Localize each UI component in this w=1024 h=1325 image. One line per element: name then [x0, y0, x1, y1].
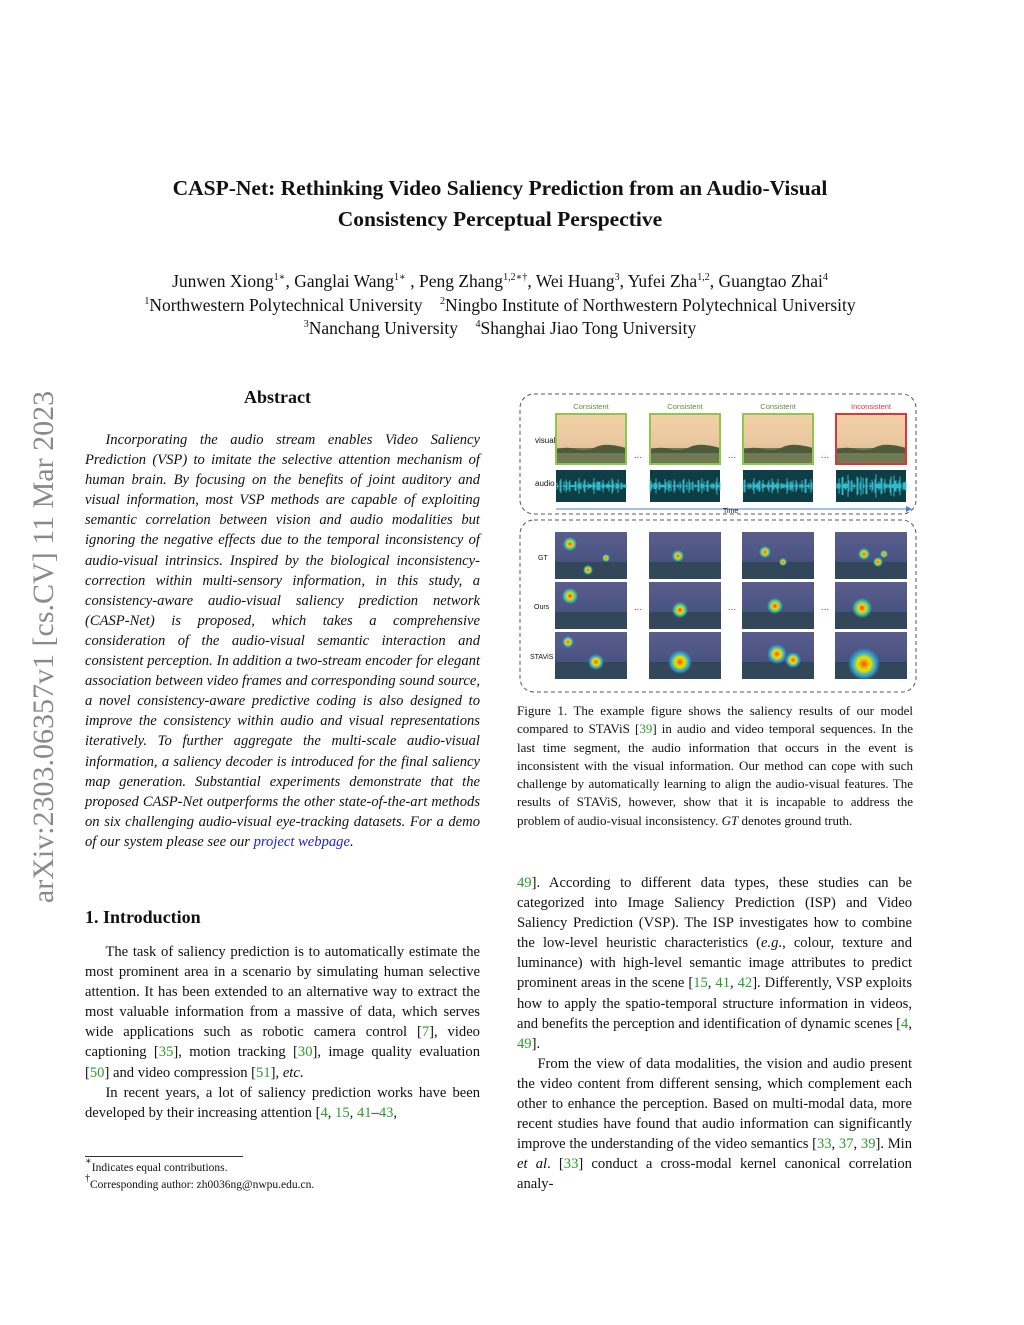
- affiliation: Ningbo Institute of Northwestern Polytechnical University: [444, 294, 856, 315]
- affiliation: Nanchang University: [308, 318, 458, 338]
- segment-label: Consistent: [667, 402, 703, 411]
- ellipsis-label: ...: [820, 602, 830, 613]
- citation-link[interactable]: 37: [838, 1136, 854, 1153]
- affiliations-line-1: $^1$Northwestern Polytechnical University $^2$Ningbo Institute of Northwestern Polytechnical University: [144, 294, 856, 315]
- affiliation: Northwestern Polytechnical University: [149, 294, 423, 315]
- project-webpage-link[interactable]: project webpage: [253, 833, 350, 850]
- footnote-rule: [85, 1156, 243, 1157]
- ours-map: [649, 582, 721, 629]
- stavis-map: [742, 632, 814, 679]
- row-label-gt: GT: [538, 555, 548, 562]
- introduction-body: [85, 942, 480, 1123]
- author: Junwen Xiong: [172, 271, 274, 291]
- citation-link[interactable]: 15: [693, 975, 708, 992]
- citation-link[interactable]: 49: [517, 875, 532, 891]
- author-names: Junwen Xiong$^{1∗}$, Ganglai Wang$^{1∗}$ , Peng Zhang$^{1,2∗\dagger}$, Wei Huang$^3$, Yufei Zha$^{1,2}$, Guangtao Zhai$^4$: [172, 271, 828, 291]
- ours-map: [742, 582, 814, 629]
- row-label-audio: audio: [535, 479, 555, 488]
- author: Yufei Zha: [627, 271, 698, 291]
- stavis-map: [555, 632, 627, 679]
- segment-label: Consistent: [573, 402, 609, 411]
- figure-1-caption: Figure 1. The example figure shows the saliency results of our model compared to STAViS [39] in audio and video temporal sequences. In the last time segment, the audio information that occurs in the event is inconsistent with the visual information. Our method can cope with such challenge by automatically learning to align the audio-visual features. The results of STAViS, however, show that it is incapable to address the problem of audio-visual inconsistency. GT denotes ground truth.: [517, 703, 914, 828]
- citation-link[interactable]: 42: [737, 975, 753, 992]
- introduction-heading: 1. Introduction: [85, 907, 201, 927]
- stavis-map: [835, 632, 907, 680]
- ellipsis-label: ...: [727, 602, 737, 613]
- arxiv-sidebar-id: arXiv:2303.06357v1 [cs.CV] 11 Mar 2023: [27, 390, 60, 904]
- ellipsis-label: ...: [633, 450, 643, 461]
- paper-title: [100, 173, 900, 235]
- citation-link[interactable]: 4: [320, 1104, 328, 1121]
- citation-link[interactable]: 30: [297, 1044, 313, 1061]
- figure-1: [518, 392, 918, 694]
- footnote-1: ∗Indicates equal contributions.: [85, 1156, 228, 1174]
- citation-link[interactable]: 39: [860, 1136, 876, 1153]
- gt-map: [742, 532, 814, 579]
- author-block: [60, 270, 940, 341]
- gt-map: [555, 532, 627, 579]
- abstract-heading: Abstract: [244, 387, 311, 407]
- citation-link[interactable]: 33: [563, 1156, 579, 1173]
- segment-label: Inconsistent: [850, 402, 892, 411]
- visual-frame: [650, 414, 720, 464]
- ellipsis-label: ...: [633, 602, 643, 613]
- right-paragraph-2: From the view of data modalities, the vision and audio present the video content from different sensing, which complement each other to enhance the perception. Based on multi-modal data, more recent studies have found that audio information can significantly improve the understanding of the video semantics [33, 37, 39]. Min et al. [33] conduct a cross-modal kernel canonical correlation analy-: [517, 1055, 913, 1193]
- citation-link[interactable]: 49: [517, 1035, 532, 1052]
- time-label: Time: [723, 508, 739, 515]
- author: Wei Huang: [535, 271, 615, 291]
- visual-frame: [836, 414, 906, 464]
- footnote-2: †Corresponding author: zh0036ng@nwpu.edu.cn.: [85, 1173, 315, 1191]
- time-axis-arrow: [906, 506, 912, 512]
- right-column-body: [517, 873, 912, 1195]
- segment-label: Consistent: [760, 402, 796, 411]
- audio-waveform: [836, 470, 906, 502]
- row-label-visual: visual: [535, 436, 556, 445]
- ellipsis-label: ...: [727, 450, 737, 461]
- audio-waveform: [743, 470, 813, 502]
- gt-map: [835, 532, 907, 579]
- citation-link[interactable]: 15: [335, 1104, 350, 1121]
- author: Guangtao Zhai: [718, 271, 823, 291]
- citation-link[interactable]: 7: [421, 1024, 430, 1041]
- citation-link[interactable]: 43: [378, 1104, 394, 1121]
- citation-link[interactable]: 35: [158, 1044, 174, 1061]
- right-paragraph-1: 49]. According to different data types, these studies can be categorized into Image Saliency Prediction (ISP) and Video Saliency Prediction (VSP). The ISP investigates how to combine the low-level heuristic characteristics (e.g., colour, texture and luminance) with high-level semantic image attributes to predict prominent areas in the scene [15, 41, 42]. Differently, VSP exploits how to apply the spatio-temporal structure information in videos, and benefits the perception and identification of dynamic scenes [4, 49].: [517, 875, 913, 1052]
- ours-map: [835, 582, 907, 629]
- author: Peng Zhang: [418, 271, 504, 291]
- gt-map: [649, 532, 721, 579]
- audio-waveform: [650, 470, 720, 502]
- figure-1-graphic: [518, 392, 918, 694]
- ours-map: [555, 582, 627, 629]
- citation-link[interactable]: 41: [715, 975, 730, 992]
- affiliations-line-2: $^3$Nanchang University $^4$Shanghai Jiao Tong University: [303, 318, 697, 338]
- citation-link[interactable]: 33: [816, 1136, 832, 1153]
- ellipsis-label: ...: [820, 450, 830, 461]
- citation-link[interactable]: 50: [89, 1064, 105, 1081]
- row-label-stavis: STAViS: [530, 654, 554, 661]
- citation-link[interactable]: 4: [901, 1015, 909, 1032]
- abstract-body: Incorporating the audio stream enables Video Saliency Prediction (VSP) to imitate the selective attention mechanism of human brain. By focusing on the benefits of joint auditory and visual information, most VSP methods are capable of exploiting semantic correlation between vision and audio modalities but ignoring the negative effects due to the temporal inconsistency of audio-visual intrinsics. Inspired by the biological inconsistency-correction within multi-sensory information, in this study, a consistency-aware audio-visual saliency prediction network (CASP-Net) is proposed, which takes a comprehensive consideration of the audio-visual semantic interaction and consistent perception. In addition a two-stream encoder for elegant association between video frames and corresponding sound source, a novel consistency-aware predictive coding is also designed to improve the consistency within audio and visual representations iteratively. To further aggregate the multi-scale audio-visual information, a saliency decoder is introduced for the final saliency map generation. Substantial experiments demonstrate that the proposed CASP-Net outperforms the other state-of-the-art methods on six challenging audio-visual eye-tracking datasets. For a demo of our system please see our project webpage.: [85, 432, 480, 850]
- visual-frame: [556, 414, 626, 464]
- citation-link[interactable]: 41: [356, 1104, 372, 1121]
- title-line-1: CASP-Net: Rethinking Video Saliency Prediction from an Audio-Visual: [172, 176, 828, 200]
- row-label-ours: Ours: [534, 604, 550, 611]
- intro-paragraph-1: The task of saliency prediction is to automatically estimate the most prominent area in a scenario by simulating human selective attention. It has been extended to an alternative way to extract the most valuable information from a massive of data, which serves wide applications such as robotic camera control [7], video captioning [35], motion tracking [30], image quality evaluation [50] and video compression [51], etc.: [85, 944, 480, 1081]
- audio-waveform: [556, 470, 626, 502]
- author: Ganglai Wang: [294, 271, 395, 291]
- visual-frame: [743, 414, 813, 464]
- citation-link[interactable]: 39: [639, 721, 653, 737]
- citation-link[interactable]: 51: [256, 1064, 271, 1081]
- stavis-map: [649, 632, 721, 679]
- intro-paragraph-2: In recent years, a lot of saliency prediction works have been developed by their increasing attention [4, 15, 41–43,: [85, 1084, 480, 1121]
- affiliation: Shanghai Jiao Tong University: [480, 318, 697, 338]
- title-line-2: Consistency Perceptual Perspective: [337, 207, 663, 231]
